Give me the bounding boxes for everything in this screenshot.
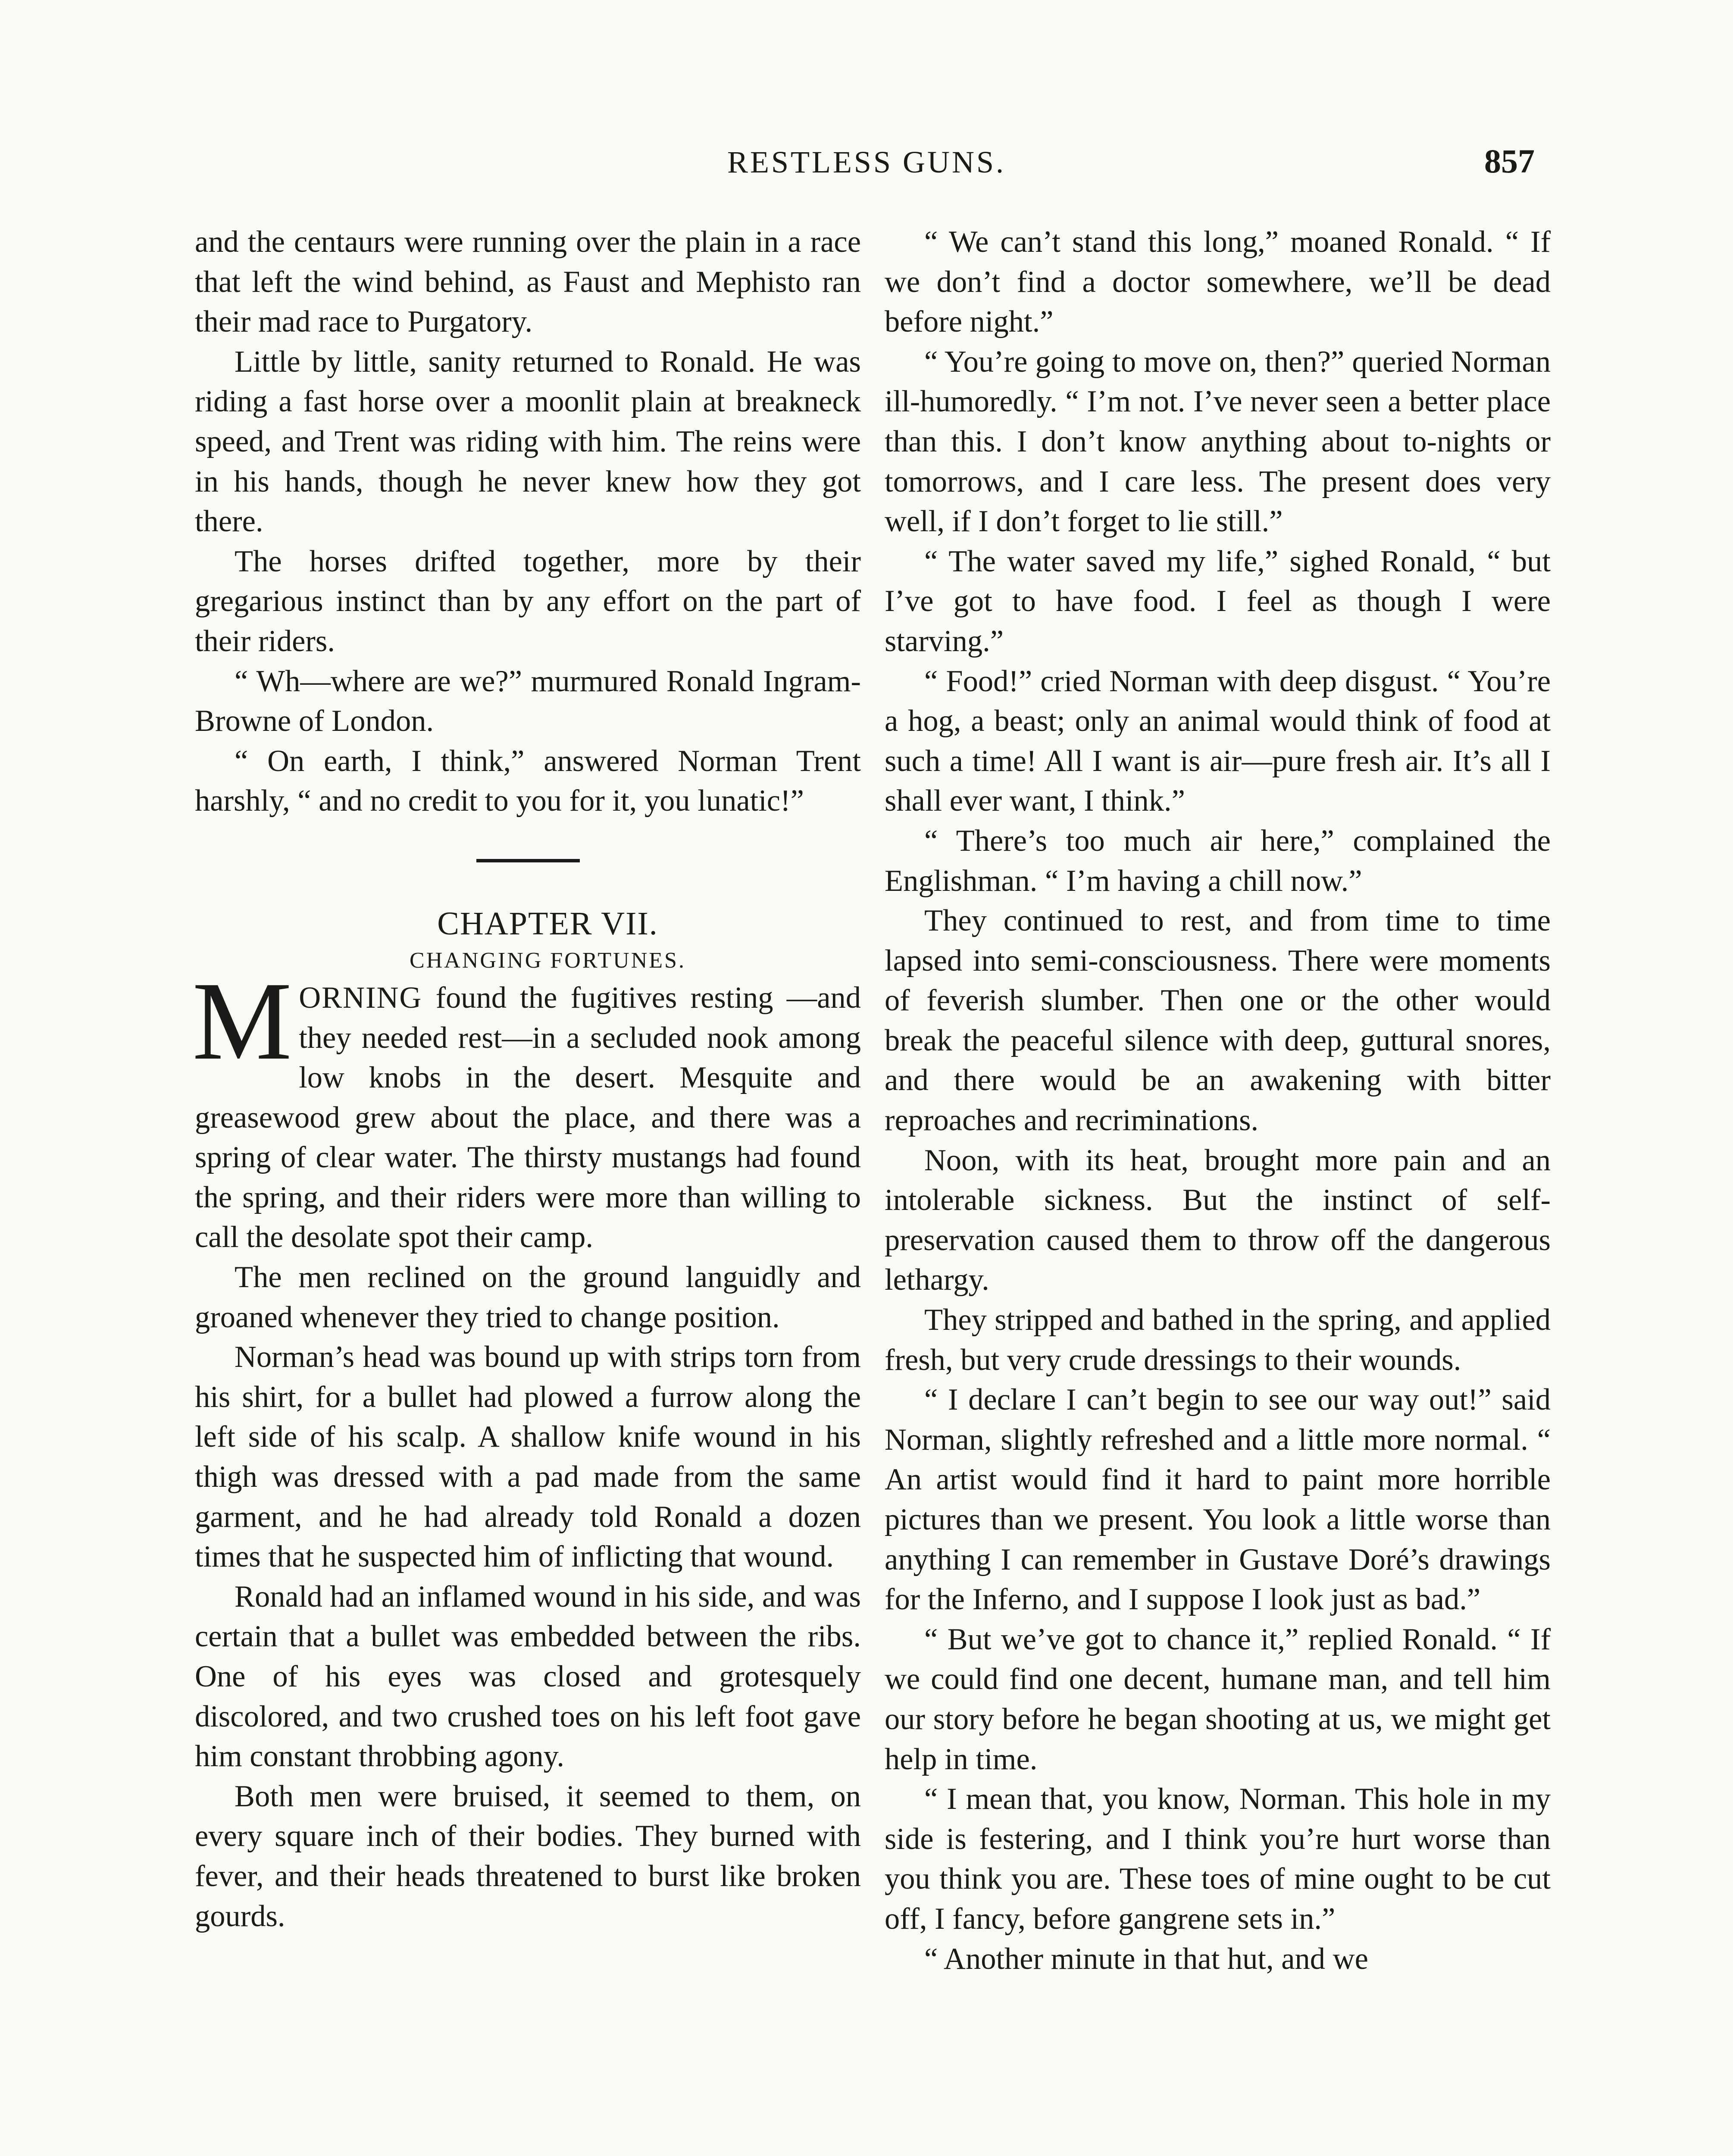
paragraph: Little by little, sanity returned to Ronald. He was riding a fast horse over a moonlit plain at breakneck speed, and Trent was riding with him. The reins were in his hands, though he never knew how they got there. <box>195 345 861 539</box>
paragraph: Norman’s head was bound up with strips torn from his shirt, for a bullet had plowed a furrow along the left side of his scalp. A shallow knife wound in his thigh was dressed with a pad made from the same garment, and he had already told Ronald a dozen times that he suspected him of inflicting that wound. <box>195 1340 861 1574</box>
paragraph: Noon, with its heat, brought more pain and an intolerable sickness. But the instinct of self-preservation caused them to throw off the dangerous lethargy. <box>885 1143 1551 1297</box>
paragraph: “ The water saved my life,” sighed Ronald, “ but I’ve got to have food. I feel as though I were starving.” <box>885 544 1551 658</box>
paragraph: “ Wh—where are we?” murmured Ronald Ingram-Browne of London. <box>195 664 861 738</box>
paragraph: “ Another minute in that hut, and we <box>924 1942 1368 1976</box>
paragraph: “ Food!” cried Norman with deep disgust. “ You’re a hog, a beast; only an animal would think of food at such a time! All I want is air—pure fresh air. It’s all I shall ever want, I think.” <box>885 664 1551 818</box>
paragraph: “ On earth, I think,” answered Norman Trent harshly, “ and no credit to you for it, you lunatic!” <box>195 744 861 818</box>
page-header <box>0 144 1733 192</box>
drop-cap-word-rest: ORNING <box>299 981 422 1015</box>
paragraph: Ronald had an inflamed wound in his side, and was certain that a bullet was embedded between the ribs. One of his eyes was closed and grotesquely discolored, and two crushed toes on his left foot gave him constant throbbing agony. <box>195 1579 861 1774</box>
paragraph: They continued to rest, and from time to time lapsed into semi-consciousness. There were moments of feverish slumber. Then one or the other would break the peaceful silence with deep, guttural snores, and there would be an awakening with bitter reproaches and recriminations. <box>885 904 1551 1138</box>
left-column <box>192 222 861 1936</box>
paragraph: “ You’re going to move on, then?” queried Norman ill-humoredly. “ I’m not. I’ve never seen a better place than this. I don’t know anything about to-nights or tomorrows, and I care less. The present does very well, if I don’t forget to lie still.” <box>885 345 1551 539</box>
paragraph: and the centaurs were running over the plain in a race that left the wind behind, as Faust and Mephisto ran their mad race to Purgatory. <box>195 225 861 339</box>
paragraph: Both men were bruised, it seemed to them, on every square inch of their bodies. They burned with fever, and their heads threatened to burst like broken gourds. <box>195 1779 861 1933</box>
paragraph: “ I declare I can’t begin to see our way out!” said Norman, slightly refreshed and a little more normal. “ An artist would find it hard to paint more horrible pictures than we present. You look a little worse than anything I can remember in Gustave Doré’s drawings for the Inferno, and I suppose I look just as bad.” <box>885 1383 1551 1617</box>
paragraph: “ But we’ve got to chance it,” replied Ronald. “ If we could find one decent, humane man, and tell him our story before he began shooting at us, we might get help in time. <box>885 1622 1551 1776</box>
paragraph: “ I mean that, you know, Norman. This hole in my side is festering, and I think you’re hurt worse than you think you are. These toes of mine ought to be cut off, I fancy, before gangrene sets in.” <box>885 1782 1551 1936</box>
chapter-subtitle: CHANGING FORTUNES. <box>410 948 686 973</box>
running-head: RESTLESS GUNS. <box>727 145 1006 179</box>
section-divider <box>476 859 580 862</box>
chapter-title: CHAPTER VII. <box>437 905 658 942</box>
paragraph: “ We can’t stand this long,” moaned Ronald. “ If we don’t find a doctor somewhere, we’ll be dead before night.” <box>885 225 1551 339</box>
paragraph: “ There’s too much air here,” complained the Englishman. “ I’m having a chill now.” <box>885 824 1551 898</box>
page-number: 857 <box>1484 142 1535 180</box>
paragraph: The horses drifted together, more by their gregarious instinct than by any effort on the part of their riders. <box>195 544 861 658</box>
paragraph: They stripped and bathed in the spring, and applied fresh, but very crude dressings to their wounds. <box>885 1303 1551 1377</box>
paragraph: The men reclined on the ground languidly and groaned whenever they tried to change position. <box>195 1260 861 1334</box>
opening-paragraph-text: found the fugitives resting —and they needed rest—in a secluded nook among low knobs in the desert. Mesquite and greasewood grew about the place, and there was a spring of clear water. The thirsty mustangs had found the spring, and their riders were more than willing to call the desolate spot their camp. <box>195 981 861 1254</box>
right-column <box>885 222 1551 1979</box>
drop-cap-letter: M <box>192 959 292 1083</box>
